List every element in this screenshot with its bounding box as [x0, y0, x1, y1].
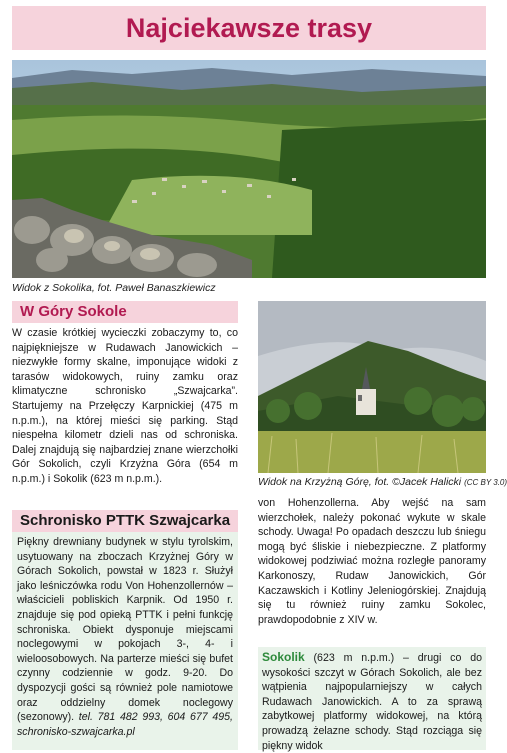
side-caption-text: Widok na Krzyżną Górę, fot. ©Jacek Halicki — [258, 476, 462, 488]
info-box-heading: Schronisko PTTK Szwajcarka — [20, 512, 231, 529]
krzyzna-gora-photo — [258, 301, 486, 473]
page-title-bar — [12, 6, 486, 50]
side-caption-license: (CC BY 3.0) — [464, 478, 507, 487]
sokolik-text — [262, 650, 482, 753]
info-box-contact: tel. 781 482 993, 604 677 495, schronisko-szwajcarka.pl — [17, 711, 233, 738]
page-title: Najciekawsze trasy — [125, 13, 373, 43]
side-photo-caption — [258, 476, 507, 488]
continued-text — [258, 496, 486, 627]
panorama-caption: Widok z Sokolika, fot. Paweł Banaszkiewicz — [12, 282, 216, 294]
mountain-church-image — [258, 301, 486, 473]
section-heading: W Góry Sokole — [20, 303, 127, 320]
continued-paragraph: von Hohenzollerna. Aby wejść na sam wierzchołek, należy pokonać wykute w skale schody. Uwaga! Po opadach deszczu lub śniegu mogą być śliskie i niebezpieczne. Z platformy widokowej podziwiać można rozległe panoramy Karkonoszy, Rudaw Janowickich, Gór Kaczawskich i Kotliny Jeleniogórskiej. Znajdują się tu również ruiny zamku Sokolec, prawdopodobnie z XIV w. — [258, 497, 486, 626]
panorama-landscape-image — [12, 60, 486, 278]
info-box-paragraph: Piękny drewniany budynek w stylu tyrolskim, usytuowany na zboczach Krzyżnej Góry w Górach Sokolich, powstał w 1823 r. Służył jako leśniczówka rodu Von Hohenzollernów – właścicieli pobliskich Karpnik. Od 1950 r. znajduje się pod opieką PTTK i pełni funkcję schroniska. Obiekt dysponuje miejscami noclegowymi w pokojach 3-, 4- i wieloosobowych. Na parterze mieści się bufet czynny codziennie w godz. 9-20. Do dyspozycji gości są również pole namiotowe oraz oddzielny domek noclegowy (sezonowy). — [17, 536, 233, 724]
sokolik-description: (623 m n.p.m.) – drugi co do wysokości szczyt w Górach Sokolich, ale bez wątpienia najpopularniejszy w całych Rudawach Janowickich. A to za sprawą zabytkowej platformy widokowej, na którą prowadzą żelazne schody. Stąd rozciąga się piękny widok — [262, 652, 482, 752]
section-body-text — [12, 326, 238, 487]
info-box-heading-bar — [12, 510, 238, 532]
section-heading-bar — [12, 301, 238, 323]
sokolik-name: Sokolik — [262, 650, 305, 664]
panorama-photo — [12, 60, 486, 278]
info-box-text — [17, 535, 233, 739]
section-paragraph: W czasie krótkiej wycieczki zobaczymy to, co najpiękniejsze w Rudawach Janowickich – niezwykłe formy skalne, imponujące widoki z tarasów widokowych, ruiny zamku oraz klimatyczne schronisko „Szwajcarka”. Startujemy na Przełęczy Karpnickiej (475 m n.p.m.), na której mieści się parking. Stąd niespełna kilometr dzieli nas od schroniska. Dalej znajdują się najbardziej znane wierzchołki Gór Sokolich, czyli Krzyżna Góra (654 m n.p.m.) i Sokolik (623 m n.p.m.). — [12, 327, 238, 485]
